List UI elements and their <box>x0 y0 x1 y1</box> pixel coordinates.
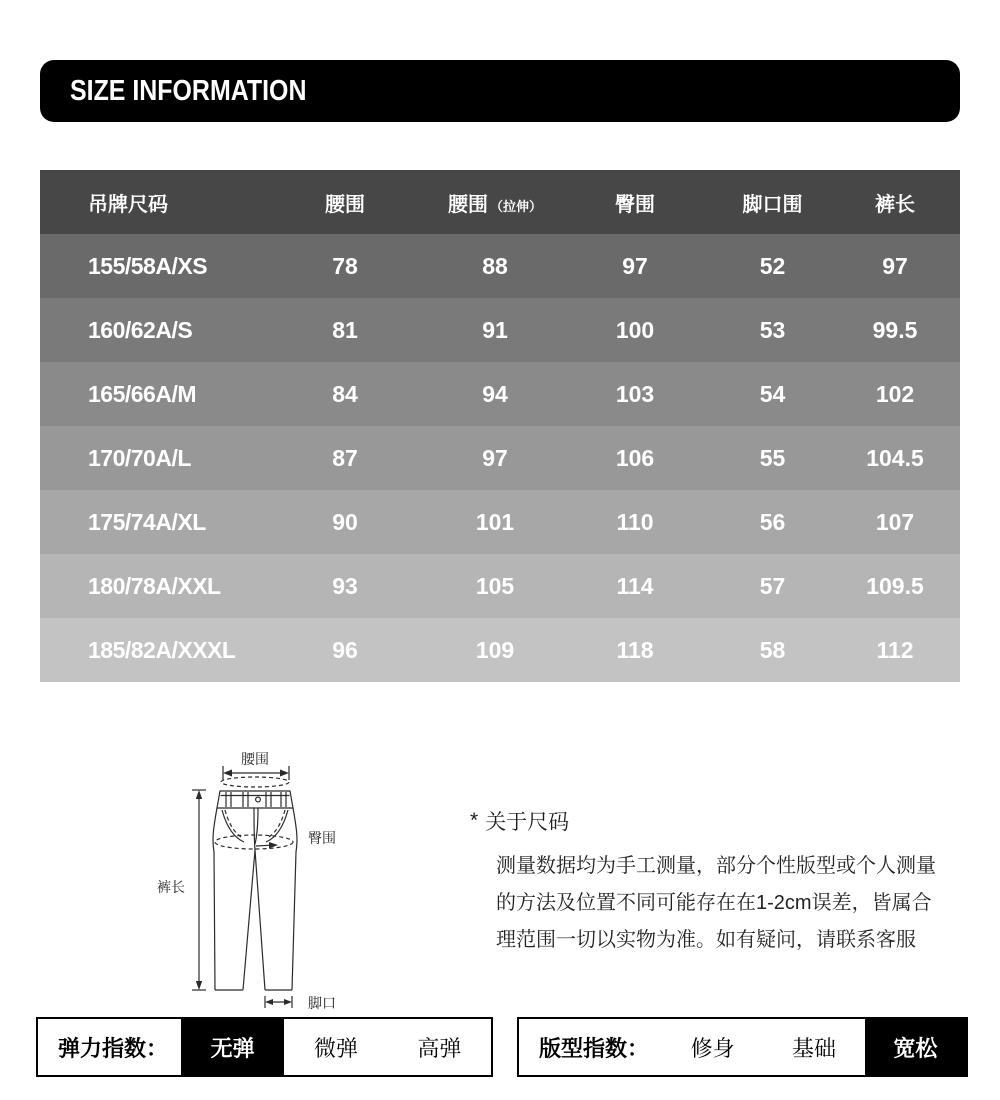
index-option-selected: 无弹 <box>181 1019 284 1075</box>
table-header-cell: 吊牌尺码 <box>88 193 168 216</box>
table-row <box>40 234 960 298</box>
measure-cell: 56 <box>759 508 786 535</box>
measure-cell: 102 <box>875 380 915 407</box>
size-tag-cell: 175/74A/XL <box>88 508 206 535</box>
index-options <box>181 1019 491 1075</box>
size-info-banner <box>40 60 960 122</box>
measure-cell: 97 <box>482 444 508 471</box>
index-option-selected: 宽松 <box>865 1019 966 1075</box>
measure-cell: 88 <box>482 252 508 279</box>
size-tag-cell: 180/78A/XXL <box>88 572 221 599</box>
index-option: 修身 <box>690 1035 735 1061</box>
length-arrowhead-top-icon <box>196 790 202 799</box>
hem-arrowhead-left-icon <box>265 999 273 1005</box>
measure-cell: 100 <box>615 316 655 343</box>
note-title-row <box>470 806 970 836</box>
measure-cell: 78 <box>332 252 358 279</box>
table-header-cell: 腰围 （拉伸） <box>447 193 542 216</box>
button-icon <box>256 797 261 802</box>
waist-arrowhead-right-icon <box>280 770 289 777</box>
index-label: 弹力指数： <box>58 1035 169 1061</box>
leg-outer-right <box>292 808 297 990</box>
note-line: 理范围一切以实物为准。如有疑问，请联系客服 <box>496 929 916 951</box>
measure-cell: 96 <box>332 636 358 663</box>
size-tag-cell: 185/82A/XXXL <box>88 636 236 663</box>
table-header-row <box>40 170 960 234</box>
index-options <box>662 1019 966 1075</box>
measure-cell: 52 <box>759 252 786 279</box>
measure-cell: 58 <box>759 636 786 663</box>
measure-cell: 112 <box>876 636 914 663</box>
measure-cell: 97 <box>882 252 908 279</box>
measure-cell: 107 <box>875 508 915 535</box>
measure-cell: 99.5 <box>872 316 918 343</box>
waist-label: 腰围 <box>241 751 269 767</box>
measure-cell: 87 <box>332 444 358 471</box>
measure-cell: 55 <box>759 444 786 471</box>
leg-inner-left <box>243 850 255 990</box>
hip-label: 臀围 <box>308 830 336 846</box>
measure-cell: 84 <box>332 380 358 407</box>
length-label: 裤长 <box>157 879 185 895</box>
size-tag-cell: 160/62A/S <box>88 316 193 343</box>
measure-cell: 81 <box>332 316 358 343</box>
measure-cell: 53 <box>759 316 786 343</box>
table-header-cell: 脚口围 <box>742 193 803 216</box>
measure-cell: 93 <box>332 572 358 599</box>
measure-cell: 104.5 <box>866 444 924 471</box>
elasticity-index-box <box>36 1017 493 1077</box>
index-option: 基础 <box>791 1035 836 1061</box>
measure-cell: 109.5 <box>866 572 924 599</box>
waist-arrowhead-left-icon <box>223 770 232 777</box>
note-line: 的方法及位置不同可能存在在1-2cm误差，皆属合 <box>496 892 932 914</box>
index-option: 微弹 <box>313 1035 358 1061</box>
banner-title: SIZE INFORMATION <box>70 74 307 107</box>
measure-cell: 109 <box>475 636 515 663</box>
measure-cell: 101 <box>475 508 515 535</box>
table-row <box>40 490 960 554</box>
leg-inner-right <box>255 850 265 990</box>
table-header-cell: 裤长 <box>875 193 915 216</box>
size-tag-cell: 155/58A/XS <box>88 252 208 279</box>
note-body <box>496 848 970 959</box>
hip-arrow-line <box>256 845 271 846</box>
fit-index-box <box>517 1017 968 1077</box>
size-tag-cell: 165/66A/M <box>88 380 197 407</box>
measure-cell: 97 <box>622 252 648 279</box>
measure-cell: 114 <box>616 572 654 599</box>
size-note <box>470 806 970 959</box>
leg-outer-left <box>213 808 217 990</box>
note-line: 测量数据均为手工测量，部分个性版型或个人测量 <box>496 855 936 877</box>
table-row <box>40 618 960 682</box>
measure-cell: 118 <box>616 636 654 663</box>
hem-label: 脚口 <box>308 995 336 1011</box>
table-header-cell: 臀围 <box>615 193 655 216</box>
table-header-cell: 腰围 <box>325 193 365 216</box>
note-asterisk: * <box>470 809 479 832</box>
index-option: 高弹 <box>417 1035 462 1061</box>
size-tag-cell: 170/70A/L <box>88 444 191 471</box>
fly-stitch <box>255 808 258 844</box>
measure-cell: 57 <box>759 572 786 599</box>
table-row <box>40 426 960 490</box>
measure-cell: 106 <box>615 444 655 471</box>
length-arrowhead-bottom-icon <box>196 981 202 990</box>
index-label: 版型指数： <box>539 1035 650 1061</box>
pants-diagram <box>140 740 400 1020</box>
measure-cell: 90 <box>332 508 358 535</box>
measure-cell: 94 <box>482 380 508 407</box>
measure-cell: 110 <box>616 508 654 535</box>
table-row <box>40 362 960 426</box>
table-row <box>40 554 960 618</box>
measure-cell: 103 <box>615 380 655 407</box>
size-table <box>40 170 960 682</box>
hem-arrowhead-right-icon <box>284 999 292 1005</box>
waist-dashed-ellipse <box>221 777 289 787</box>
table-row <box>40 298 960 362</box>
measure-cell: 91 <box>482 316 508 343</box>
note-title: 关于尺码 <box>485 811 570 834</box>
measure-cell: 105 <box>475 572 515 599</box>
measure-cell: 54 <box>759 380 786 407</box>
